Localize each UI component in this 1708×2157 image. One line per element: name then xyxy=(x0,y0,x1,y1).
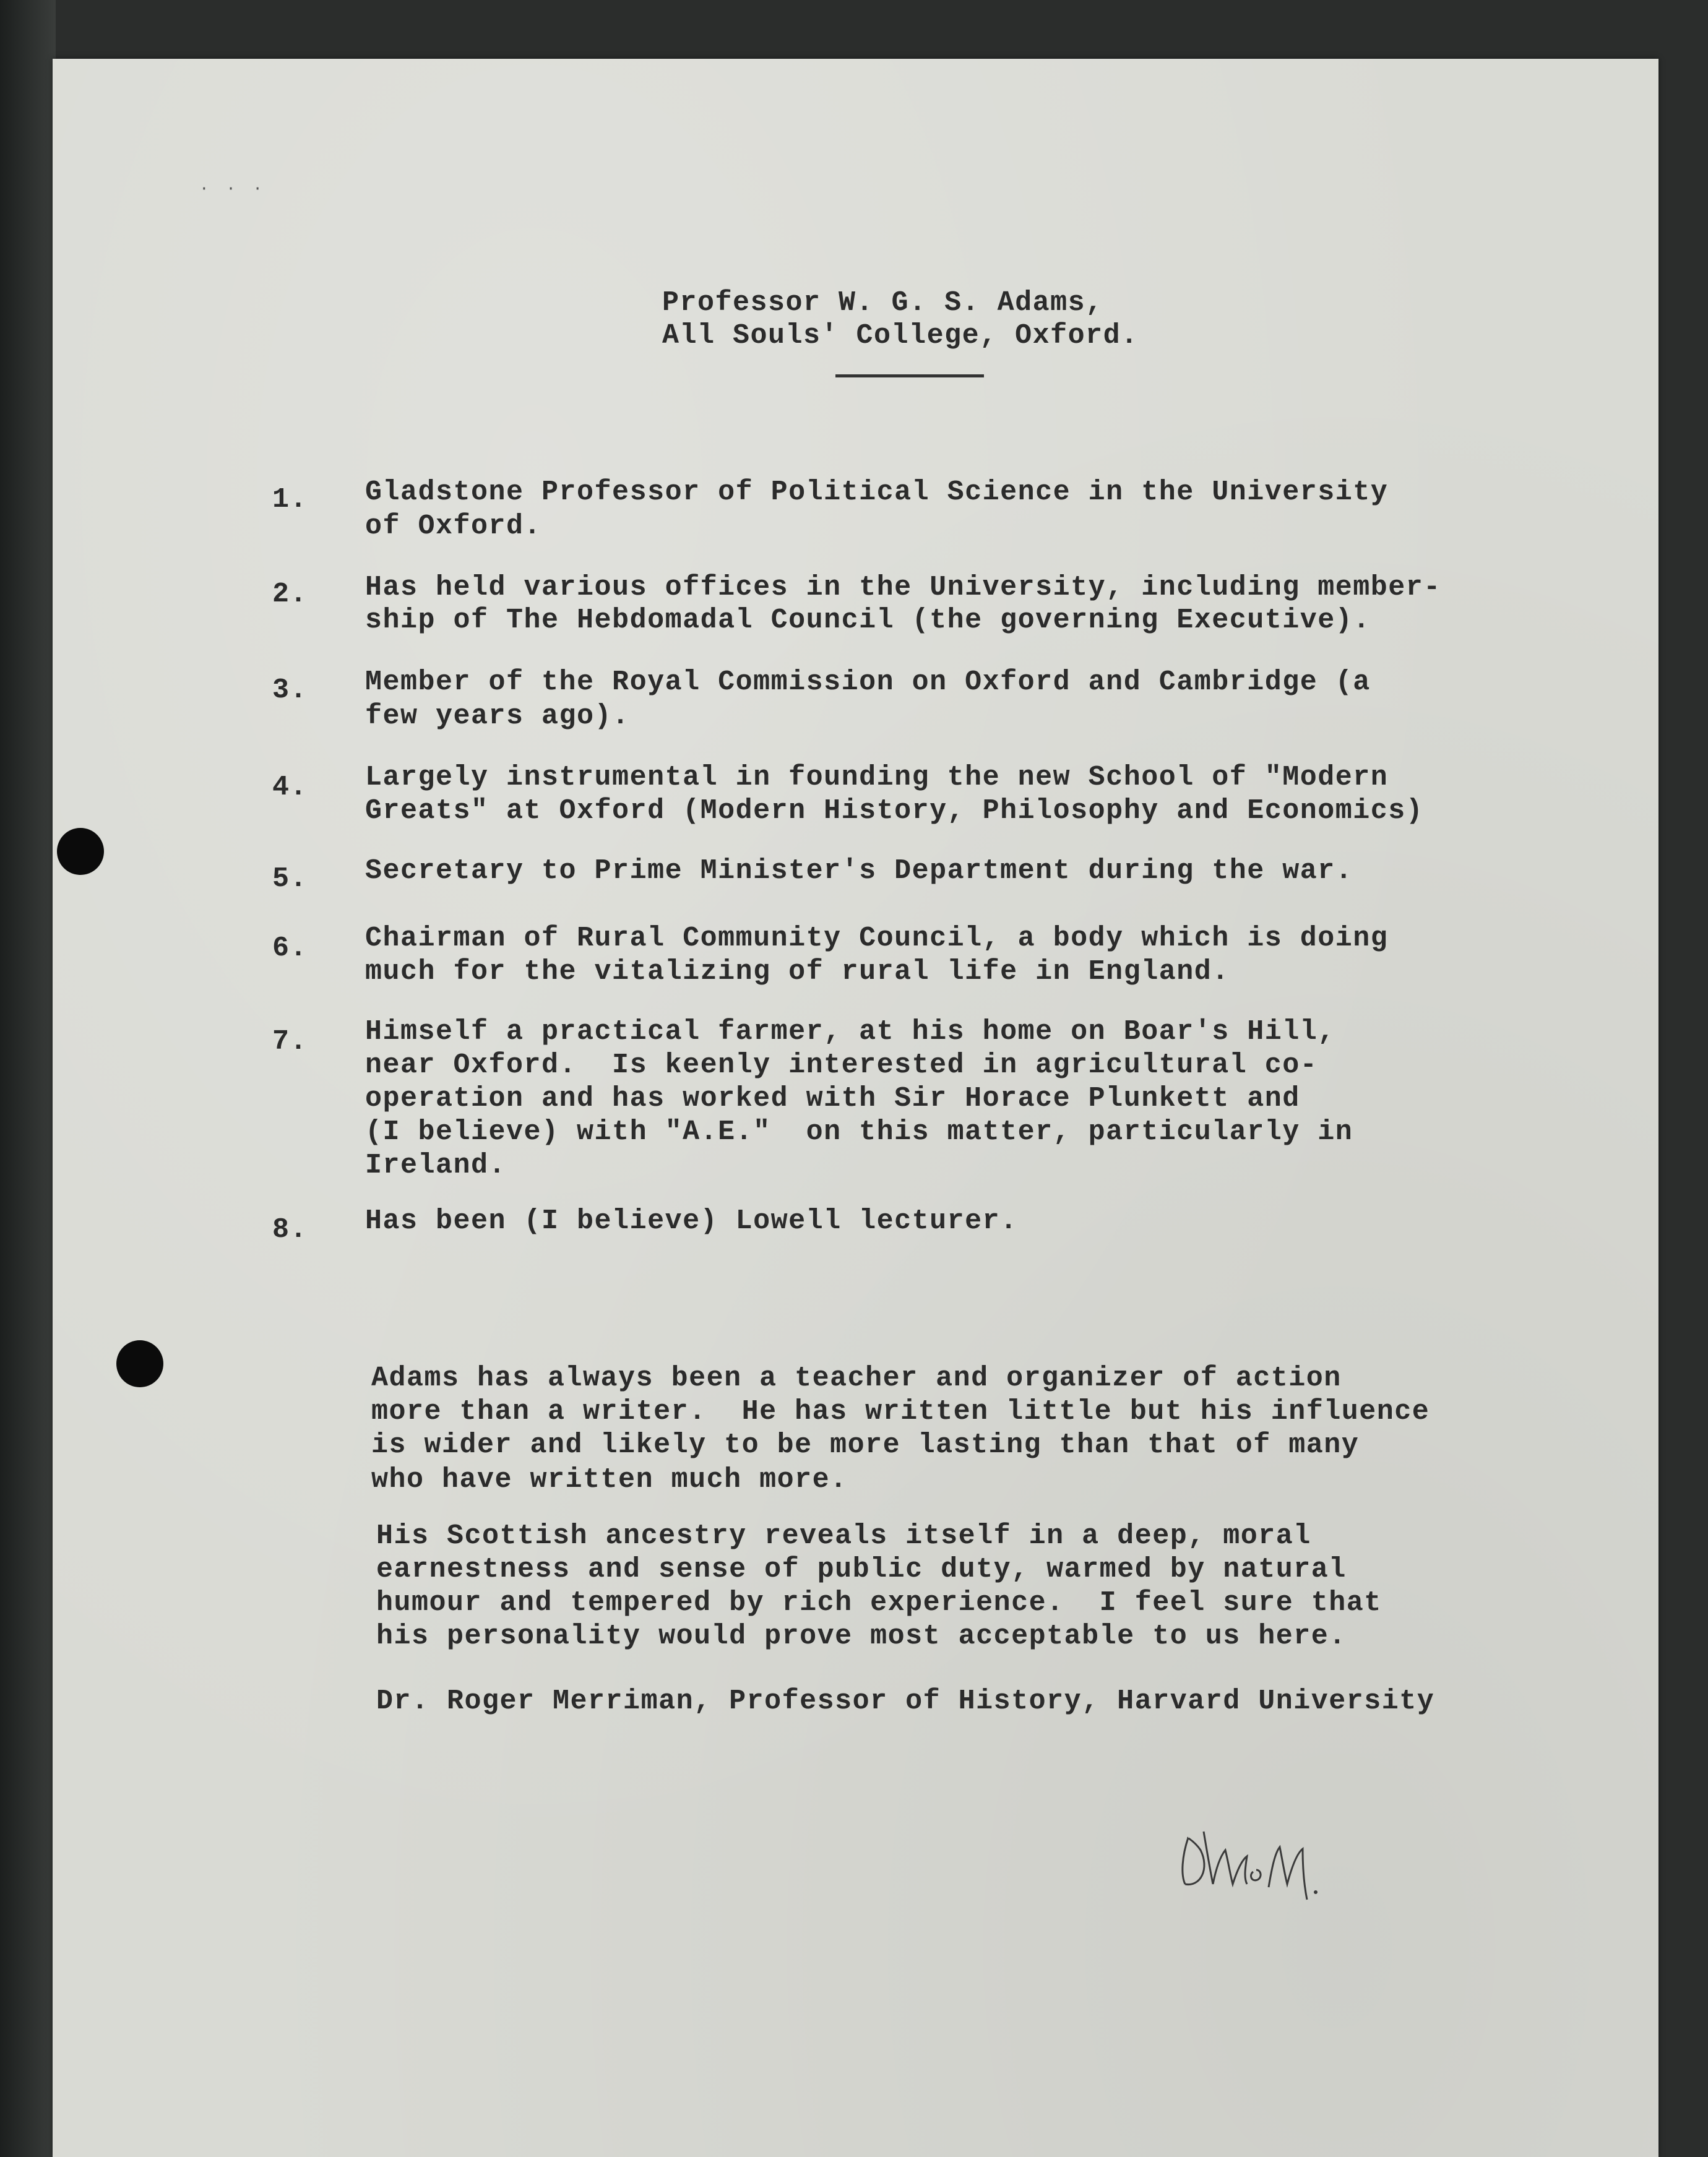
paragraph-1-line-3: is wider and likely to be more lasting than that of many xyxy=(371,1429,1360,1461)
item-5-line-1: Secretary to Prime Minister's Department during the war. xyxy=(365,855,1353,887)
item-3-line-2: few years ago). xyxy=(365,700,630,732)
item-7-line-1: Himself a practical farmer, at his home on Boar's Hill, xyxy=(365,1016,1335,1048)
scan-backdrop xyxy=(0,0,56,2157)
item-2-number: 2. xyxy=(272,579,308,610)
item-7-line-4: (I believe) with "A.E." on this matter, particularly in xyxy=(365,1116,1353,1148)
paragraph-2-line-4: his personality would prove most acceptable to us here. xyxy=(376,1621,1347,1652)
item-4-line-2: Greats" at Oxford (Modern History, Philosophy and Economics) xyxy=(365,795,1424,827)
item-3-number: 3. xyxy=(272,674,308,706)
item-3-line-1: Member of the Royal Commission on Oxford and Cambridge (a xyxy=(365,666,1371,698)
item-7-line-2: near Oxford. Is keenly interested in agricultural co- xyxy=(365,1049,1318,1081)
item-8-line-1: Has been (I believe) Lowell lecturer. xyxy=(365,1205,1018,1237)
item-1-line-1: Gladstone Professor of Political Science in the University xyxy=(365,476,1389,508)
paragraph-1-line-2: more than a writer. He has written little but his influence xyxy=(371,1396,1430,1427)
item-4-number: 4. xyxy=(272,772,308,803)
item-6-line-2: much for the vitalizing of rural life in England. xyxy=(365,956,1230,988)
item-6-line-1: Chairman of Rural Community Council, a body which is doing xyxy=(365,923,1389,954)
item-1-line-2: of Oxford. xyxy=(365,510,542,542)
attribution-line: Dr. Roger Merriman, Professor of History, Harvard University xyxy=(376,1686,1435,1717)
paragraph-2-line-1: His Scottish ancestry reveals itself in a deep, moral xyxy=(376,1520,1311,1552)
heading-underline xyxy=(835,374,984,377)
item-6-number: 6. xyxy=(272,932,308,964)
handwritten-signature xyxy=(1176,1813,1324,1906)
heading-line-1: Professor W. G. S. Adams, xyxy=(662,287,1103,319)
paragraph-1-line-1: Adams has always been a teacher and organizer of action xyxy=(371,1363,1342,1394)
heading-line-2: All Souls' College, Oxford. xyxy=(662,320,1139,351)
paper-specks: · · · xyxy=(199,179,267,198)
item-5-number: 5. xyxy=(272,863,308,895)
paragraph-2-line-2: earnestness and sense of public duty, warmed by natural xyxy=(376,1554,1347,1585)
item-2-line-1: Has held various offices in the University, including member- xyxy=(365,572,1441,603)
punch-hole-upper xyxy=(57,828,104,875)
item-7-line-5: Ireland. xyxy=(365,1150,507,1181)
paragraph-1-line-4: who have written much more. xyxy=(371,1464,848,1496)
item-7-line-3: operation and has worked with Sir Horace Plunkett and xyxy=(365,1083,1300,1114)
paragraph-2-line-3: humour and tempered by rich experience. I feel sure that xyxy=(376,1587,1382,1619)
item-1-number: 1. xyxy=(272,484,308,515)
item-4-line-1: Largely instrumental in founding the new School of "Modern xyxy=(365,762,1389,793)
item-2-line-2: ship of The Hebdomadal Council (the governing Executive). xyxy=(365,605,1371,636)
punch-hole-lower xyxy=(116,1340,163,1387)
item-7-number: 7. xyxy=(272,1026,308,1057)
item-8-number: 8. xyxy=(272,1214,308,1246)
